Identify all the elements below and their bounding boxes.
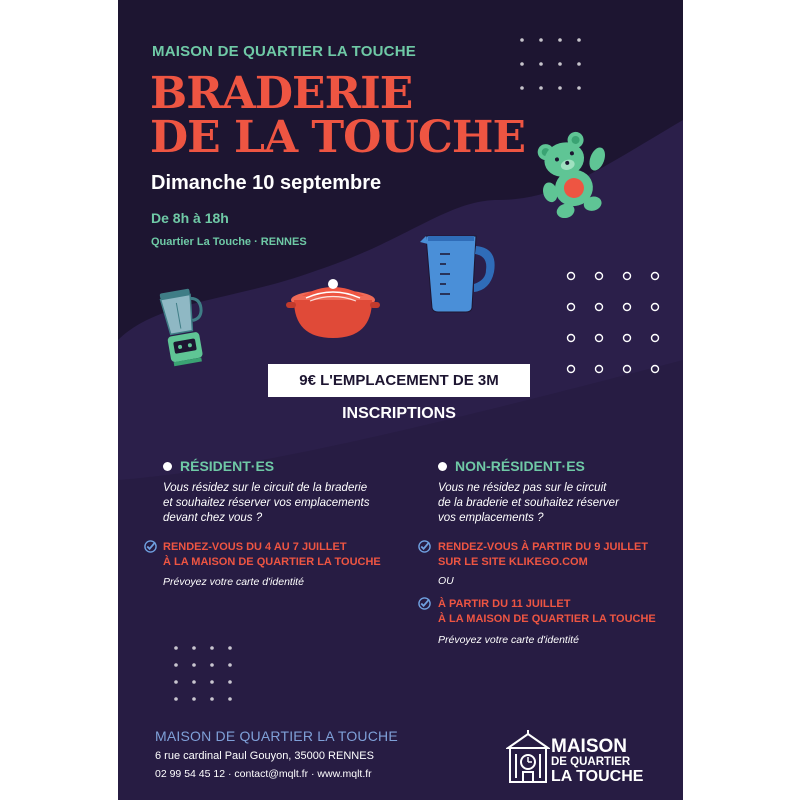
event-location: Quartier La Touche · RENNES — [151, 236, 307, 248]
non-residents-desc-line: vos emplacements ? — [438, 512, 544, 524]
bullet-dot — [163, 462, 172, 471]
footer-contact: 02 99 54 45 12 · contact@mqlt.fr · www.mqlt.fr — [155, 768, 372, 780]
cooking-pot-icon — [286, 272, 381, 342]
residents-cta — [163, 540, 381, 570]
inscriptions-heading: INSCRIPTIONS — [342, 405, 456, 422]
residents-desc-line: devant chez vous ? — [163, 512, 263, 524]
non-residents-note: Prévoyez votre carte d'identité — [438, 634, 579, 646]
logo-line1: MAISON — [551, 736, 627, 757]
or-label: OU — [438, 575, 454, 587]
residents-note: Prévoyez votre carte d'identité — [163, 576, 304, 588]
event-title-line2: DE LA TOUCHE — [150, 112, 525, 163]
non-residents-title — [438, 458, 585, 474]
event-title-line1: BRADERIE — [150, 68, 413, 119]
logo-line3: LA TOUCHE — [551, 768, 644, 785]
residents-cta-line: RENDEZ-VOUS DU 4 AU 7 JUILLET — [163, 541, 347, 553]
non-residents-title-text: NON-RÉSIDENT·ES — [455, 458, 585, 474]
non-residents-cta-line: SUR LE SITE KLIKEGO.COM — [438, 556, 588, 568]
braderie-poster — [118, 0, 683, 800]
dot-grid-right — [565, 270, 665, 378]
event-date: Dimanche 10 septembre — [151, 172, 382, 194]
non-residents-desc-line: Vous ne résidez pas sur le circuit — [438, 482, 607, 494]
dot-grid-top-right — [516, 34, 586, 94]
non-residents-cta-line: À LA MAISON DE QUARTIER LA TOUCHE — [438, 613, 656, 625]
residents-title — [163, 458, 274, 474]
check-icon — [418, 540, 431, 553]
residents-desc-line: Vous résidez sur le circuit de la braderie — [163, 482, 368, 494]
non-residents-cta-line: À PARTIR DU 11 JUILLET — [438, 598, 571, 610]
dot-grid-bottom-left — [172, 644, 242, 706]
measuring-jug-icon — [420, 232, 500, 314]
non-residents-description — [438, 481, 668, 526]
residents-cta-line: À LA MAISON DE QUARTIER LA TOUCHE — [163, 556, 381, 568]
non-residents-cta-online — [438, 540, 648, 570]
logo-line2: DE QUARTIER — [551, 756, 631, 768]
check-icon — [144, 540, 157, 553]
footer-address: 6 rue cardinal Paul Gouyon, 35000 RENNES — [155, 750, 374, 762]
building-icon — [506, 728, 550, 784]
residents-desc-line: et souhaitez réserver vos emplacements — [163, 497, 370, 509]
residents-title-text: RÉSIDENT·ES — [180, 458, 275, 474]
non-residents-cta-inperson — [438, 597, 656, 627]
check-icon — [418, 597, 431, 610]
residents-description — [163, 481, 393, 526]
non-residents-desc-line: de la braderie et souhaitez réserver — [438, 497, 619, 509]
non-residents-cta-line: RENDEZ-VOUS À PARTIR DU 9 JUILLET — [438, 541, 649, 553]
teddy-bear-icon — [532, 128, 612, 218]
bullet-dot — [438, 462, 447, 471]
blender-icon — [156, 288, 212, 370]
price-banner: 9€ L'EMPLACEMENT DE 3M — [268, 364, 530, 397]
event-hours: De 8h à 18h — [151, 210, 229, 226]
organizer-label: MAISON DE QUARTIER LA TOUCHE — [152, 43, 416, 60]
footer-organization-name: MAISON DE QUARTIER LA TOUCHE — [155, 728, 398, 744]
